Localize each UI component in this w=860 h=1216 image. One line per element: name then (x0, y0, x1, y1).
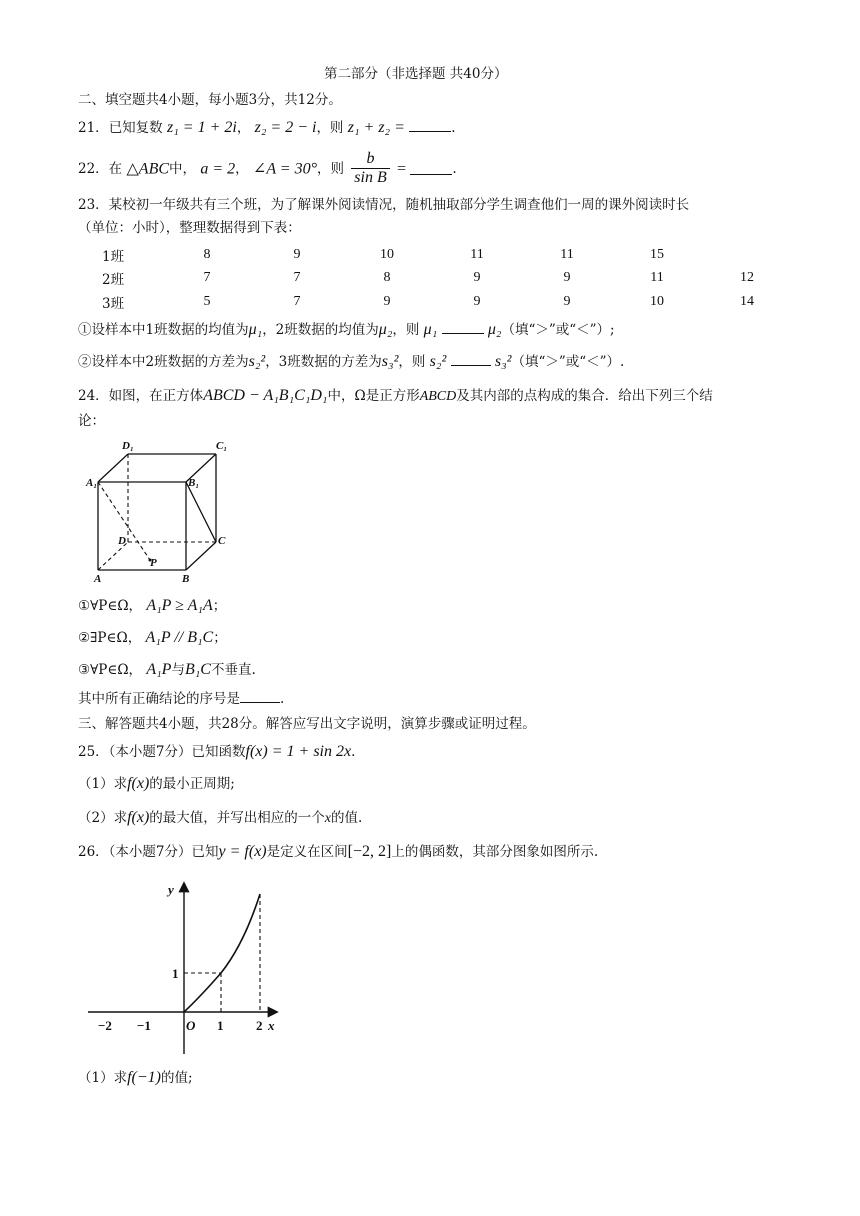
table-cell: 9 (383, 293, 391, 309)
q21-text-1: 已知复数 (108, 120, 163, 136)
table-cell: 8 (203, 246, 211, 262)
table-row-label: 3班 (102, 295, 125, 312)
origin-label: O (186, 1018, 196, 1033)
q26-p1-f: f(−1) (127, 1069, 161, 1086)
q26-p1-pre: （1）求 (78, 1070, 128, 1086)
q23-i2-s2: s₂² (248, 353, 266, 370)
q24-text-3: 及其内部的点构成的集合．给出下列三个结 (456, 388, 713, 404)
q24-c3-math-2: B₁C (184, 661, 211, 678)
q22-a: a = 2 (200, 160, 236, 178)
q23-line-2: （单位：小时），整理数据得到下表： (78, 220, 301, 236)
q24-conclusion-3 (78, 660, 256, 679)
q26-interval: [−2, 2] (347, 843, 392, 860)
cube-figure (84, 436, 244, 586)
q24-c3-post: 不垂直. (210, 662, 256, 678)
q25-p2-post: 的最大值，并写出相应的一个 (149, 810, 325, 826)
q24-cube: ABCD − A₁B₁C₁D₁ (203, 387, 328, 404)
table-row (80, 290, 792, 314)
q26-part-1 (78, 1068, 193, 1087)
question-22 (78, 150, 457, 188)
q24-line-2: 论： (78, 413, 105, 429)
q24-c1-math: A₁P ≥ A₁A (146, 597, 213, 614)
table-cell: 12 (740, 270, 754, 286)
q24-c2-pre: ②∃P∈Ω， (78, 630, 142, 646)
reading-time-table (80, 243, 792, 314)
label-p: P (150, 557, 157, 569)
q21-expr: z₁ + z₂ = (347, 119, 405, 136)
table-cell: 9 (473, 270, 481, 286)
q24-square: ABCD (419, 389, 457, 404)
q23-i1-a: μ₁ (423, 321, 438, 338)
q25-stem (78, 742, 355, 761)
diagonal-b1c (186, 482, 216, 542)
q21-sep: ， (236, 120, 251, 136)
q22-fraction (351, 150, 389, 188)
q26-text-1: 26．（本小题7分）已知 (78, 844, 219, 860)
function-graph (84, 874, 294, 1060)
q23-line-1: 23．某校初一年级共有三个班，为了解课外阅读情况，随机抽取部分学生调查他们一周的课外阅读时长 (78, 197, 690, 213)
q25-function: f(x) = 1 + sin 2x (245, 743, 352, 760)
label-a: A (94, 573, 102, 585)
q26-text-2: 是定义在区间 (266, 844, 348, 860)
q23-i1-text-3: ，则 (392, 322, 420, 338)
q23-i1-answer-blank[interactable] (442, 321, 484, 334)
q23-i1-mu1: μ₁ (248, 321, 263, 338)
q23-item-1 (78, 320, 615, 339)
q24-ask-end: . (280, 691, 285, 707)
q22-frac-denominator: sin B (354, 169, 387, 187)
q24-c2-post: ； (213, 630, 227, 646)
q23-i2-text-1: ②设样本中2班数据的方差为 (78, 354, 249, 370)
table-row (80, 243, 792, 267)
section-2-heading: 二、填空题共4小题，每小题3分，共12分。 (78, 92, 342, 108)
x-axis-label: x (268, 1018, 275, 1033)
function-curve (184, 894, 260, 1012)
label-c: C (218, 535, 226, 547)
label-b1: B₁ (188, 477, 200, 489)
q24-text-1: 24．如图，在正方体 (78, 388, 204, 404)
table-cell: 9 (563, 270, 571, 286)
q23-i2-a: s₂² (429, 353, 447, 370)
q25-end: . (351, 744, 356, 760)
table-cell: 5 (203, 293, 211, 309)
q23-i1-text-1: ①设样本中1班数据的均值为 (78, 322, 249, 338)
cube-edge (98, 454, 128, 482)
q23-i2-text-4: （填“＞”或“＜”）. (511, 354, 625, 370)
table-cell: 7 (203, 270, 211, 286)
q25-p2-x: x (324, 811, 332, 826)
y-tick-1: 1 (172, 966, 179, 981)
label-b: B (182, 573, 190, 585)
q23-i1-text-4: （填“＞”或“＜”）; (501, 322, 615, 338)
q23-i2-text-3: ，则 (398, 354, 426, 370)
cube-edge (186, 542, 216, 570)
table-cell: 11 (470, 246, 484, 262)
q26-function: y = f(x) (218, 843, 267, 860)
label-d: D (118, 535, 126, 547)
label-d1: D₁ (122, 440, 134, 452)
table-cell: 10 (650, 293, 664, 309)
x-tick-label: 1 (217, 1018, 224, 1033)
q22-text-1: 中， (169, 160, 197, 177)
x-tick-label: 2 (256, 1018, 263, 1033)
q23-item-2 (78, 352, 624, 371)
q26-stem (78, 842, 598, 861)
x-tick-label: −1 (137, 1018, 151, 1033)
table-row-label: 2班 (102, 272, 125, 289)
table-row (80, 267, 792, 291)
q25-part-2 (78, 808, 362, 828)
table-cell: 7 (293, 293, 301, 309)
q23-i2-b: s₃² (494, 353, 512, 370)
q25-p1-pre: （1）求 (78, 776, 128, 792)
q21-z1: z₁ = 1 + 2i (166, 119, 237, 136)
table-cell: 9 (473, 293, 481, 309)
x-tick-label: −2 (98, 1018, 112, 1033)
q24-ask (78, 690, 284, 707)
q24-text-2: 中，Ω是正方形 (327, 388, 420, 404)
table-cell: 11 (560, 246, 574, 262)
q23-i1-b: μ₂ (487, 321, 502, 338)
q24-ask-text: 其中所有正确结论的序号是 (78, 691, 240, 707)
q22-triangle: △ABC (126, 160, 170, 178)
question-21 (78, 118, 456, 137)
q24-c3-mid: 与 (171, 662, 185, 678)
q22-eq: = (397, 160, 407, 178)
q25-p2-pre: （2）求 (78, 810, 128, 826)
q23-i1-text-2: ，2班数据的均值为 (262, 322, 379, 338)
q26-text-3: 上的偶函数，其部分图象如图所示. (391, 844, 599, 860)
table-cell: 14 (740, 293, 754, 309)
q25-part-1 (78, 774, 235, 793)
segment-a1p (98, 482, 150, 560)
table-cell: 10 (380, 246, 394, 262)
q22-text-2: ，则 (317, 160, 344, 177)
q21-number: 21． (78, 120, 109, 136)
q23-i2-s3: s₃² (381, 353, 399, 370)
q25-p2-f: f(x) (127, 809, 150, 826)
q25-p1-f: f(x) (127, 775, 150, 792)
y-axis-label: y (168, 882, 174, 897)
q22-sep: ， (235, 160, 249, 177)
label-a1: A₁ (86, 477, 98, 489)
q24-c3-math-1: A₁P (146, 661, 172, 678)
q21-text-2: ，则 (316, 120, 344, 136)
part-title: 第二部分（非选择题 共40分） (324, 66, 508, 82)
q22-angle: ∠A = 30° (252, 160, 317, 178)
q24-conclusion-2 (78, 628, 227, 647)
q25-text: 25．（本小题7分）已知函数 (78, 744, 246, 760)
q25-p1-post: 的最小正周期; (149, 776, 235, 792)
q22-answer-blank[interactable] (410, 162, 452, 175)
q22-frac-numerator: b (351, 150, 389, 169)
q23-i2-text-2: ，3班数据的方差为 (265, 354, 382, 370)
q24-answer-blank[interactable] (240, 690, 280, 703)
table-row-label: 1班 (102, 248, 125, 265)
table-cell: 15 (650, 246, 664, 262)
table-cell (702, 243, 792, 267)
q24-conclusion-1 (78, 596, 226, 615)
q24-line-1 (78, 386, 713, 406)
q24-c3-pre: ③∀P∈Ω， (78, 662, 143, 678)
table-cell: 9 (563, 293, 571, 309)
q26-p1-post: 的值; (161, 1070, 193, 1086)
q23-i1-mu2: μ₂ (378, 321, 393, 338)
q22-end: . (452, 160, 457, 177)
q24-c1-pre: ①∀P∈Ω， (78, 598, 143, 614)
table-cell: 8 (383, 270, 391, 286)
q21-answer-blank[interactable] (409, 119, 451, 132)
q25-p2-end: 的值. (331, 810, 363, 826)
q22-number: 22．在 (78, 160, 123, 177)
table-cell: 9 (293, 246, 301, 262)
q21-z2: z₂ = 2 − i (254, 119, 317, 136)
table-cell: 11 (650, 270, 664, 286)
label-c1: C₁ (216, 440, 228, 452)
section-3-heading: 三、解答题共4小题，共28分。解答应写出文字说明，演算步骤或证明过程。 (78, 716, 536, 732)
q24-c1-post: ； (212, 598, 227, 614)
q23-i2-answer-blank[interactable] (451, 353, 491, 366)
q24-c2-math: A₁P // B₁C (145, 629, 214, 646)
table-cell: 7 (293, 270, 301, 286)
q21-end: . (451, 120, 456, 136)
